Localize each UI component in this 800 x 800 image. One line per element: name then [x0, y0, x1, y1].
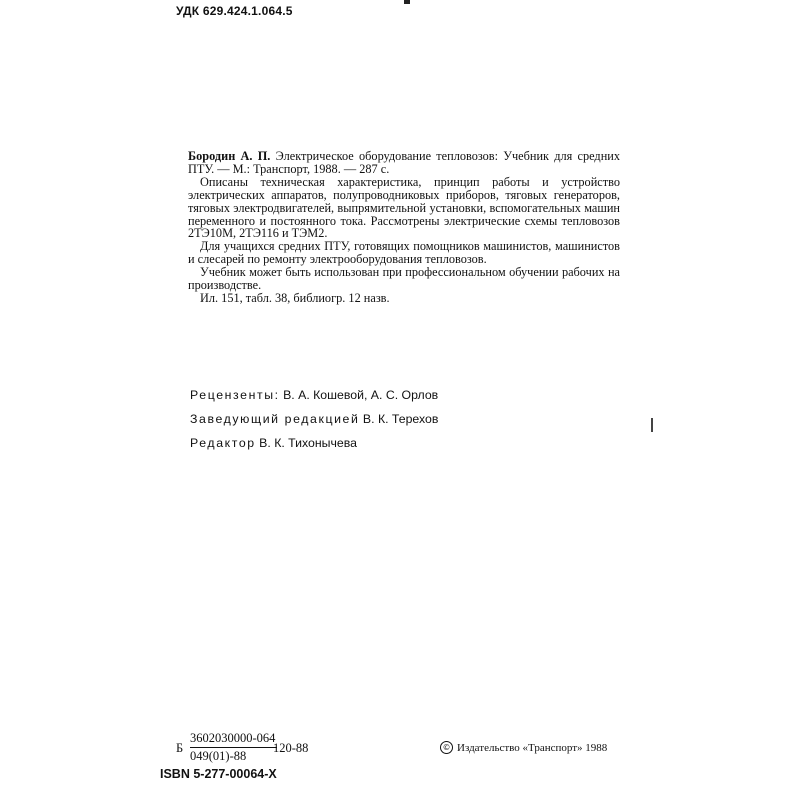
annotation-paragraph: Для учащихся средних ПТУ, готовящих помощников машинистов, машинистов и слесарей по ремонту электрооборудования тепловозов.	[188, 239, 620, 267]
bbk-denominator: 049(01)-88	[190, 749, 247, 763]
bbk-letter: Б	[176, 741, 184, 755]
bibliographic-citation	[188, 150, 620, 176]
bbk-fraction	[190, 729, 277, 764]
editor-line	[190, 431, 438, 455]
udk-code: УДК 629.424.1.064.5	[176, 4, 293, 18]
scan-mark	[404, 0, 410, 4]
isbn-number: ISBN 5-277-00064-X	[160, 767, 277, 781]
reviewers-role: Рецензенты:	[190, 388, 280, 402]
annotation-paragraph: Учебник может быть использован при профессиональном обучении рабочих на производстве.	[188, 265, 620, 293]
copyright-notice	[440, 741, 607, 754]
copyright-text: Издательство «Транспорт» 1988	[457, 741, 608, 754]
copyright-icon: ©	[440, 741, 453, 754]
managing-editor-role: Заведующий редакцией	[190, 412, 360, 426]
annotation-paragraph: Ил. 151, табл. 38, библиогр. 12 назв.	[200, 290, 390, 305]
staff-credits	[190, 383, 438, 455]
author-name: Бородин А. П.	[188, 149, 271, 163]
editor-role: Редактор	[190, 436, 256, 450]
reviewers-line	[190, 383, 438, 407]
citation-text: Электрическое оборудование тепловозов: Учебник для средних ПТУ. — М.: Транспорт, 1988. — 287 с.	[188, 149, 621, 176]
bbk-code: 120-88	[273, 741, 309, 755]
bbk-numerator: 3602030000-064	[190, 731, 277, 748]
managing-editor-line	[190, 407, 438, 431]
reviewers-names: В. А. Кошевой, А. С. Орлов	[283, 388, 439, 402]
managing-editor-name: В. К. Терехов	[362, 412, 439, 426]
annotation-block	[188, 150, 620, 305]
editor-name: В. К. Тихонычева	[259, 436, 357, 450]
annotation-paragraph: Описаны техническая характеристика, принцип работы и устройство электрических аппаратов, полупроводниковых приборов, тяговых генераторов, тяговых электродвигателей, выпрямительной установки, вспомогательных машин переменного и постоянного тока. Рассмотрены электрические схемы тепловозов 2ТЭ10М, 2ТЭ116 и ТЭМ2.	[188, 174, 620, 241]
scan-mark	[651, 418, 653, 432]
